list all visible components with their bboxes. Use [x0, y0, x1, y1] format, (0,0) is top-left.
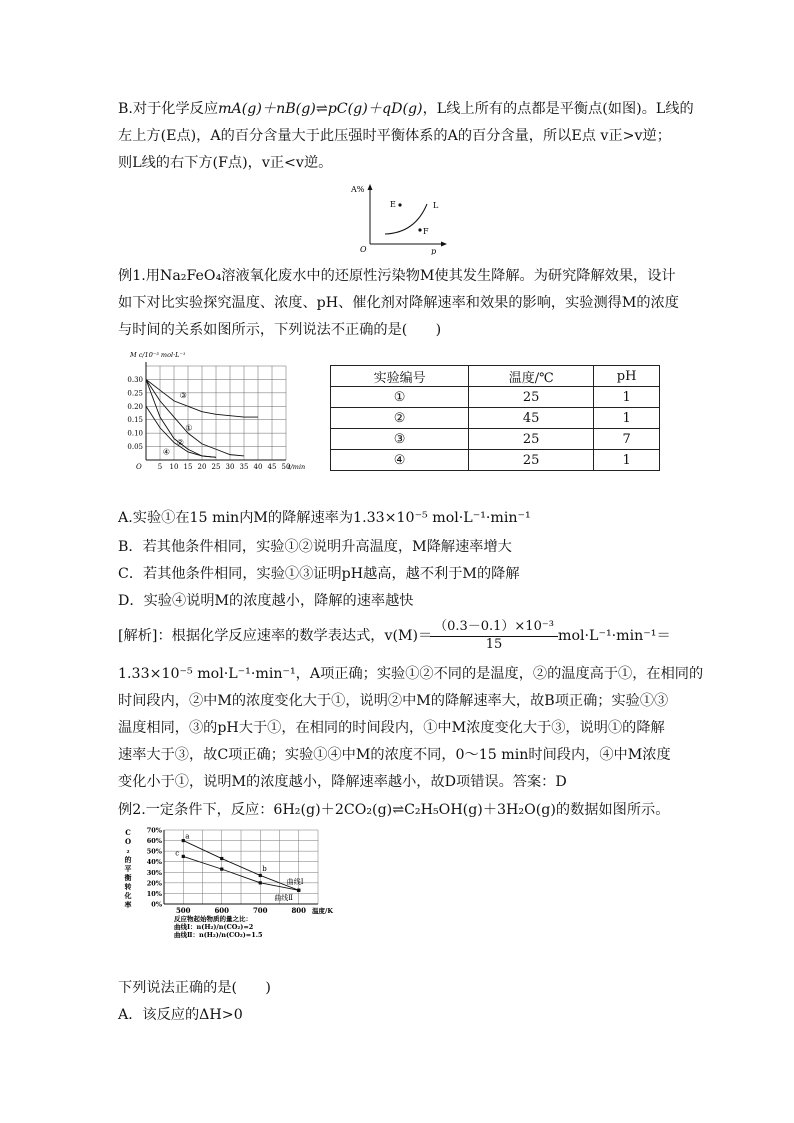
- table-row: [331, 387, 660, 408]
- chart2-x-tick: 800: [291, 906, 307, 915]
- chart2-point-label: c: [175, 849, 180, 858]
- table-cell: 1: [594, 450, 660, 471]
- chart1-y-tick: 0.20: [127, 402, 143, 411]
- fig1-origin: O: [360, 245, 367, 254]
- partB-l1-pre: B.对于化学反应: [118, 101, 219, 117]
- chart2-y-tick: 50%: [146, 847, 162, 856]
- partB-line-3: 则L线的右下方(F点)，v正<v逆。: [118, 155, 333, 171]
- chart1-x-tick: 35: [239, 463, 249, 471]
- question2-stem: 下列说法正确的是( ): [118, 980, 271, 996]
- table-cell: ②: [331, 408, 469, 429]
- table-cell: 25: [469, 429, 594, 450]
- chart2-x-label: 温度/K: [312, 907, 334, 915]
- option-d: D．实验④说明M的浓度越小，降解的速率越快: [118, 593, 414, 609]
- chart1-series-label: ②: [176, 438, 184, 448]
- chart1-series-label: ④: [162, 447, 170, 457]
- fig1-curve-label: L: [433, 201, 439, 210]
- example1-line-1: 例1.用Na₂FeO₄溶液氧化废水中的还原性污染物M使其发生降解。为研究降解效果，设计: [118, 268, 676, 284]
- example2-line-1: 例2.一定条件下，反应：6H₂(g)＋2CO₂(g)⇌C₂H₅OH(g)＋3H₂O(g)的数据如图所示。: [118, 802, 670, 818]
- analysis-line-2: 1.33×10⁻⁵ mol·L⁻¹·min⁻¹，A项正确；实验①②不同的是温度，②的温度高于①，在相同的: [118, 666, 704, 682]
- fig1-label-e: E: [390, 200, 396, 209]
- option-a: A.实验①在15 min内M的降解速率为1.33×10⁻⁵ mol·L⁻¹·min⁻¹: [118, 510, 531, 526]
- chart1-y-tick: 0.25: [127, 389, 143, 398]
- fig1-xlabel: p: [431, 247, 437, 255]
- fig1-label-f: F: [423, 227, 429, 236]
- chart1-x-tick: 5: [157, 463, 163, 471]
- chart2-point: [182, 855, 185, 858]
- table-row: [331, 408, 660, 429]
- chart1-x-label: t/min: [288, 463, 306, 471]
- option-c: C．若其他条件相同，实验①③证明pH越高，越不利于M的降解: [118, 566, 520, 582]
- table-cell: 1: [594, 387, 660, 408]
- chart2-y-tick: 20%: [146, 879, 162, 888]
- chart2-note: 曲线Ⅱ：n(H₂)/n(CO₂)=1.5: [174, 931, 263, 939]
- fig1-point-f: [418, 228, 421, 231]
- fig1-point-e: [398, 203, 401, 206]
- chart2-note: 曲线Ⅰ：n(H₂)/n(CO₂)=2: [174, 923, 254, 931]
- chart2-y-tick: 40%: [146, 858, 162, 867]
- chart2-point: [220, 857, 223, 860]
- chart2-y-tick: 30%: [146, 868, 162, 877]
- co2-conversion-chart: [118, 826, 348, 951]
- chart1-x-tick: 50: [281, 463, 291, 471]
- chart1-x-tick: 10: [169, 463, 179, 471]
- table-cell: ④: [331, 450, 469, 471]
- chart2-series-label: 曲线Ⅰ: [286, 877, 304, 886]
- analysis-line-5: 速率大于③，故C项正确；实验①④中M的浓度不同，0～15 min时间段内，④中M浓度: [118, 747, 671, 763]
- reaction-formula: mA(g)＋nB(g)⇌pC(g)＋qD(g): [218, 101, 423, 117]
- chart2-point: [259, 874, 262, 877]
- chart2-y-label: C O ₂ 的平衡转化率: [124, 828, 132, 909]
- fraction-denominator: 15: [485, 637, 503, 652]
- example1-line-3: 与时间的关系如图所示，下列说法不正确的是( ): [118, 322, 442, 338]
- analysis-fraction: [424, 619, 564, 653]
- chart2-y-tick: 10%: [146, 889, 162, 898]
- analysis-line-4: 温度相同，③的pH大于①，在相同的时间段内，①中M浓度变化大于③，说明①的降解: [118, 720, 665, 736]
- fraction-numerator: （0.3－0.1）×10⁻³: [434, 619, 554, 634]
- table-header: 实验编号: [331, 366, 469, 387]
- table-row: [331, 450, 660, 471]
- experiment-table: [330, 365, 660, 471]
- table-cell: 7: [594, 429, 660, 450]
- chart2-x-tick: 700: [252, 906, 268, 915]
- table-header-row: [331, 366, 660, 387]
- chart2-point: [297, 889, 300, 892]
- chart1-series-line: [146, 406, 216, 457]
- concentration-time-chart: [118, 348, 318, 476]
- analysis-line-1: [118, 627, 432, 645]
- table-cell: 1: [594, 408, 660, 429]
- chart2-x-tick: 500: [175, 906, 191, 915]
- table-cell: 25: [469, 387, 594, 408]
- analysis-l1-post: mol·L⁻¹·min⁻¹＝: [558, 628, 671, 644]
- chart2-point-label: a: [185, 832, 190, 841]
- chart2-y-tick: 60%: [146, 837, 162, 846]
- chart1-x-tick: 20: [197, 463, 207, 471]
- chart2-x-tick: 600: [214, 906, 230, 915]
- chart1-y-tick: 0.30: [127, 375, 143, 384]
- chart1-x-tick: 15: [183, 463, 193, 471]
- chart2-y-tick: 70%: [146, 826, 162, 835]
- chart1-y-tick: 0.10: [127, 429, 143, 438]
- fig1-x-arrow: [441, 242, 447, 247]
- figure-a-percent-vs-p: [345, 180, 455, 255]
- chart1-series-label: ①: [185, 423, 193, 433]
- chart2-series-label: 曲线Ⅱ: [274, 893, 294, 902]
- chart2-point-label: b: [262, 865, 267, 874]
- chart2-point: [259, 881, 262, 884]
- chart1-series-label: ③: [179, 391, 187, 401]
- chart1-x-tick: 30: [225, 463, 235, 471]
- chart1-origin: O: [136, 463, 142, 471]
- chart1-y-tick: 0.05: [127, 443, 143, 452]
- option-b: B．若其他条件相同，实验①②说明升高温度，M降解速率增大: [118, 539, 512, 555]
- chart2-note: 反应物起始物质的量之比：: [174, 915, 252, 923]
- analysis-line-6: 变化小于①，说明M的浓度越小，降解速率越小，故D项错误。答案：D: [118, 774, 567, 790]
- question2-option-a: A．该反应的ΔH>0: [118, 1007, 243, 1023]
- table-header: 温度/℃: [469, 366, 594, 387]
- table-cell: ③: [331, 429, 469, 450]
- fig1-ylabel: A%: [351, 185, 365, 194]
- analysis-l1-pre: [解析]：根据化学反应速率的数学表达式，v(M)＝: [118, 628, 433, 644]
- chart2-point: [220, 868, 223, 871]
- table-header: pH: [594, 366, 660, 387]
- chart1-x-tick: 40: [253, 463, 263, 471]
- chart1-y-label: M c/10⁻³ mol·L⁻¹: [130, 351, 186, 359]
- table-cell: 25: [469, 450, 594, 471]
- fig1-y-arrow: [368, 184, 373, 190]
- table-row: [331, 429, 660, 450]
- chart1-y-tick: 0.15: [127, 416, 143, 425]
- chart2-y-tick: 0%: [151, 900, 162, 909]
- chart1-x-tick: 25: [211, 463, 221, 471]
- analysis-line-3: 时间段内，②中M的浓度变化大于①，说明②中M的降解速率大，故B项正确；实验①③: [118, 693, 669, 709]
- example1-line-2: 如下对比实验探究温度、浓度、pH、催化剂对降解速率和效果的影响，实验测得M的浓度: [118, 295, 679, 311]
- partB-line-1: [118, 100, 694, 118]
- table-cell: ①: [331, 387, 469, 408]
- chart1-x-tick: 45: [267, 463, 277, 471]
- partB-l1-post: ，L线上所有的点都是平衡点(如图)。L线的: [422, 101, 694, 117]
- table-cell: 45: [469, 408, 594, 429]
- partB-line-2: 左上方(E点)，A的百分含量大于此压强时平衡体系的A的百分含量，所以E点 v正>v逆；: [118, 128, 671, 144]
